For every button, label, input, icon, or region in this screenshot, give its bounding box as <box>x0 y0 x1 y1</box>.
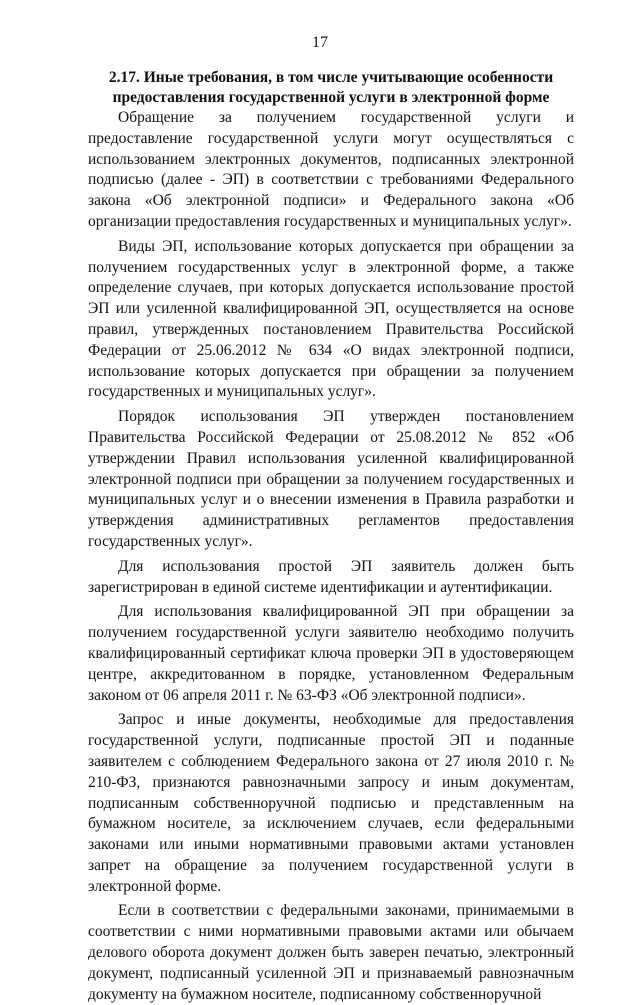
section-heading-line-2: предоставления государственной услуги в электронной форме <box>112 89 550 106</box>
paragraph-7: Если в соответствии с федеральными законами, принимаемыми в соответствии с ними нормативными правовыми актами или обычаем делового оборота документ должен быть заверен печатью, электронный документ, подписанный усиленной ЭП и признаваемый равнозначным документу на бумажном носителе, подписанному собственноручной <box>88 902 574 1003</box>
paragraph-6: Запрос и иные документы, необходимые для предоставления государственной услуги, подписанные простой ЭП и поданные заявителем с соблюдением Федерального закона от 27 июля 2010 г. № 210-ФЗ, признаются равнозначными запросу и иным документам, подписанным собственноручной подписью и представленным на бумажном носителе, за исключением случаев, если федеральными законами или иными нормативными правовыми актами установлен запрет на обращение за получением государственной услуги в электронной форме. <box>88 711 574 895</box>
page-number: 17 <box>312 34 328 51</box>
paragraph-3: Порядок использования ЭП утвержден постановлением Правительства Российской Федерации от 25.08.2012 № 852 «Об утверждении Правил использования усиленной квалифицированной электронной подписи при обращении за получением государственных и муниципальных услуг и о внесении изменения в Правила разработки и утверждения административных регламентов предоставления государственных услуг». <box>88 408 574 550</box>
paragraph-2: Виды ЭП, использование которых допускается при обращении за получением государственных услуг в электронной форме, а также определение случаев, при которых допускается использование простой ЭП или усиленной квалифицированной ЭП, осуществляется на основе правил, утвержденных постановлением Правительства Российской Федерации от 25.06.2012 № 634 «О видах электронной подписи, использование которых допускается при обращении за получением государственных и муниципальных услуг». <box>88 237 574 401</box>
section-heading-line-1: 2.17. Иные требования, в том числе учитывающие особенности <box>108 69 554 86</box>
paragraph-1: Обращение за получением государственной услуги и предоставление государственной услуги могут осуществляться с использованием электронных документов, подписанных электронной подписью (далее - ЭП) в соответствии с требованиями Федерального закона «Об электронной подписи» и Федерального закона «Об организации предоставления государственных и муниципальных услуг». <box>88 109 574 230</box>
paragraph-5: Для использования квалифицированной ЭП при обращении за получением государственной услуги заявителю необходимо получить квалифицированный сертификат ключа проверки ЭП в удостоверяющем центре, аккредитованном в порядке, установленном Федеральным законом от 06 апреля 2011 г. № 63-ФЗ «Об электронной подписи». <box>88 603 574 704</box>
document-body <box>88 68 574 1005</box>
section-heading <box>88 68 574 108</box>
paragraph-4: Для использования простой ЭП заявитель должен быть зарегистрирован в единой системе идентификации и аутентификации. <box>88 557 574 596</box>
